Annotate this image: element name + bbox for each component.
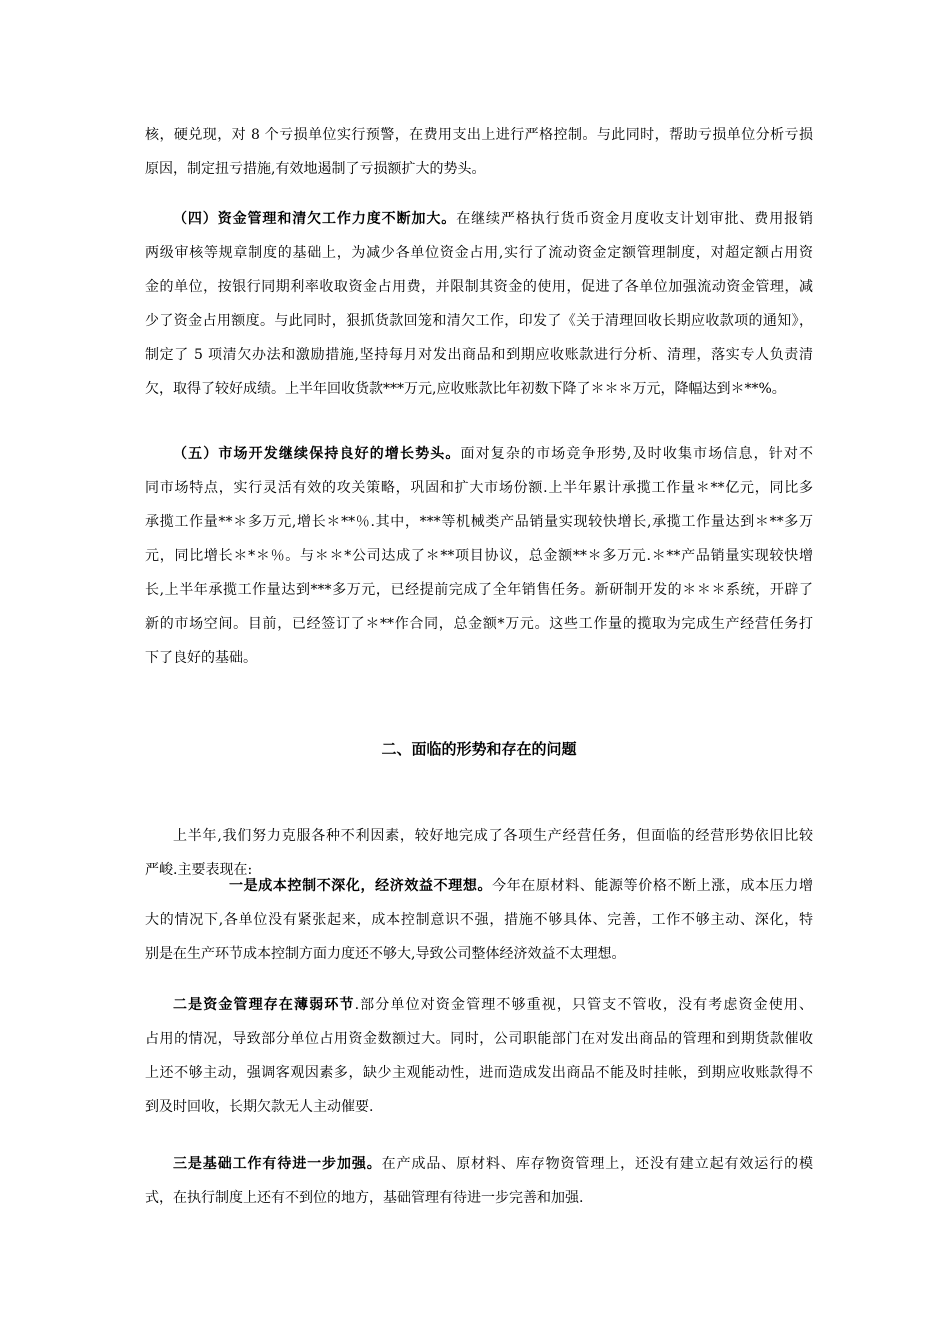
text-line <box>145 988 813 1022</box>
section-lead: 三是基础工作有待进一步加强。 <box>173 1156 382 1172</box>
section-heading: 二、面临的形势和存在的问题 <box>381 740 577 758</box>
text-line: 占用的情况，导致部分单位占用资金数额过大。同时，公司职能部门在对发出商品的管理和到期货款催收 <box>145 1031 813 1047</box>
text-run: 面对复杂的市场竞争形势,及时收集市场信息，针对不 <box>460 446 813 462</box>
text-run: 在继续严格执行货币资金月度收支计划审批、费用报销 <box>456 211 813 227</box>
paragraph-problem-fund-management <box>145 988 813 1124</box>
text-line <box>145 202 813 236</box>
text-line: 承揽工作量**＊多万元,增长＊**％.其中，***等机械类产品销量实现较快增长,承揽工作量达到＊**多万 <box>145 514 813 530</box>
text-line: 制定了 5 项清欠办法和激励措施,坚持每月对发出商品和到期应收账款进行分析、清理，落实专人负责清 <box>145 347 813 363</box>
paragraph-market-development <box>145 437 813 675</box>
text-run: 在产成品、原材料、库存物资管理上，还没有建立起有效运行的模 <box>381 1156 813 1172</box>
section-lead: （四）资金管理和清欠工作力度不断加大。 <box>173 211 457 227</box>
text-run: 今年在原材料、能源等价格不断上涨，成本压力增 <box>492 878 813 894</box>
section-lead: 一是成本控制不深化，经济效益不理想。 <box>229 878 493 894</box>
text-line: 到及时回收，长期欠款无人主动催要. <box>145 1099 374 1115</box>
section-lead: 二是资金管理存在薄弱环节 <box>173 997 355 1013</box>
section-lead: （五）市场开发继续保持良好的增长势头。 <box>173 446 461 462</box>
text-line: 金的单位，按银行同期利率收取资金占用费，并限制其资金的使用，促进了各单位加强流动资金管理，减 <box>145 279 813 295</box>
text-line: 欠，取得了较好成绩。上半年回收货款***万元,应收账款比年初数下降了＊＊＊万元，降幅达到＊**%。 <box>145 381 786 397</box>
text-line: 两级审核等规章制度的基础上，为减少各单位资金占用,实行了流动资金定额管理制度，对超定额占用资 <box>145 245 813 261</box>
text-line: 同市场特点，实行灵活有效的攻关策略，巩固和扩大市场份额.上半年累计承揽工作量＊**亿元，同比多 <box>145 480 813 496</box>
paragraph-problem-basic-work <box>145 1147 813 1215</box>
text-line: 长,上半年承揽工作量达到***多万元，已经提前完成了全年销售任务。新研制开发的＊＊＊系统，开辟了 <box>145 582 813 598</box>
paragraph-problem-cost-control <box>145 869 813 971</box>
text-line: 下了良好的基础。 <box>145 650 257 666</box>
text-line: 严峻.主要表现在: <box>145 862 253 878</box>
text-line: 元，同比增长＊*＊％。与＊＊*公司达成了＊**项目协议，总金额**＊多万元.＊**产品销量实现较快增 <box>145 548 813 564</box>
paragraph-fund-management <box>145 202 813 406</box>
text-line: 新的市场空间。目前，已经签订了＊**作合同，总金额*万元。这些工作量的揽取为完成生产经营任务打 <box>145 616 813 632</box>
text-line: 式，在执行制度上还有不到位的地方，基础管理有待进一步完善和加强. <box>145 1190 584 1206</box>
text-line: 上半年,我们努力克服各种不利因素，较好地完成了各项生产经营任务，但面临的经营形势依旧比较 <box>173 828 813 844</box>
text-line: 原因，制定扭亏措施,有效地遏制了亏损额扩大的势头。 <box>145 161 486 177</box>
text-line <box>145 437 813 471</box>
text-line <box>145 869 813 903</box>
text-line: 上还不够主动，强调客观因素多，缺少主观能动性，进而造成发出商品不能及时挂帐，到期应收账款得不 <box>145 1065 813 1081</box>
paragraph-loss-control <box>145 118 813 186</box>
text-run: .部分单位对资金管理不够重视，只管支不管收，没有考虑资金使用、 <box>354 997 813 1013</box>
text-line: 大的情况下,各单位没有紧张起来，成本控制意识不强，措施不够具体、完善，工作不够主动、深化，特 <box>145 912 813 928</box>
text-line <box>145 1147 813 1181</box>
text-line: 少了资金占用额度。与此同时，狠抓货款回笼和清欠工作，印发了《关于清理回收长期应收款项的通知》， <box>145 313 813 329</box>
text-line: 核，硬兑现，对 8 个亏损单位实行预警，在费用支出上进行严格控制。与此同时，帮助亏损单位分析亏损 <box>145 127 813 143</box>
text-line: 别是在生产环节成本控制方面力度还不够大,导致公司整体经济效益不太理想。 <box>145 946 626 962</box>
